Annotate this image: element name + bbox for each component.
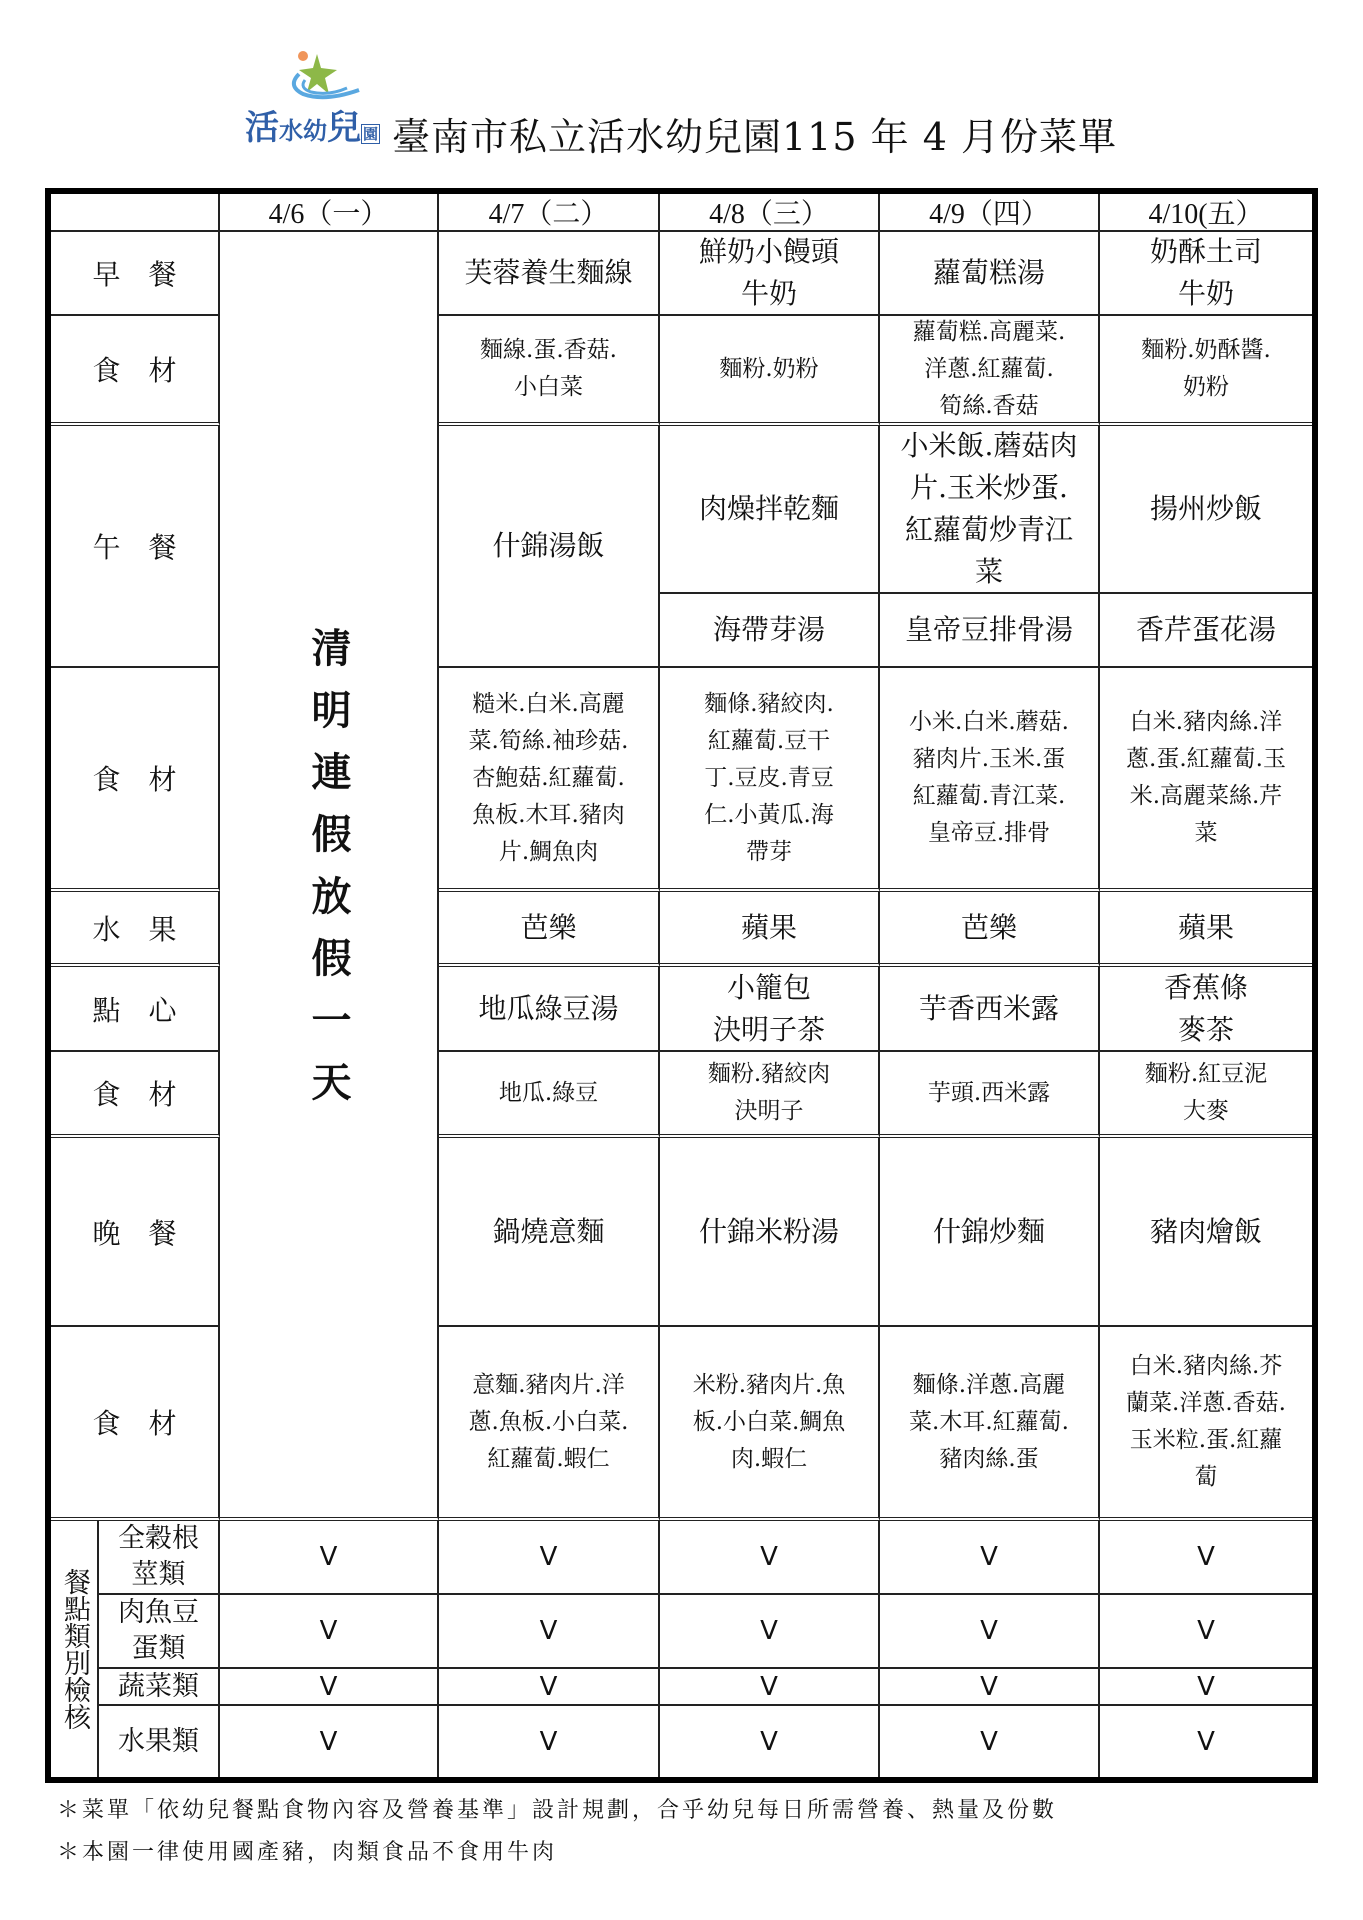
checkmark-icon: V [1197, 1671, 1215, 1702]
breakfast-cell-text: 蘿蔔糕湯 [932, 256, 1045, 289]
snack-ingredients-cell [660, 1052, 880, 1138]
row-label-dinner [51, 1138, 220, 1327]
fruit-cell [1100, 892, 1312, 967]
lunch-ingredients-cell [660, 668, 880, 892]
check-mark-cell [660, 1595, 880, 1669]
day-header [220, 194, 439, 232]
dinner-ingredients-cell [660, 1327, 880, 1521]
breakfast-ingredients-cell-text: 麵線.蛋.香菇. 小白菜 [480, 337, 617, 400]
check-mark-cell [439, 1521, 660, 1595]
breakfast-cell [880, 232, 1100, 316]
check-mark-cell [1100, 1521, 1312, 1595]
snack-cell [880, 967, 1100, 1052]
day-header [1100, 194, 1312, 232]
lunch-ingredients-cell [880, 668, 1100, 892]
dinner-cell-text: 鍋燒意麵 [492, 1214, 605, 1248]
check-mark-cell [1100, 1595, 1312, 1669]
dinner-cell [1100, 1138, 1312, 1327]
footnote-1: ＊菜單「依幼兒餐點食物內容及營養基準」設計規劃，合乎幼兒每日所需營養、熱量及份數 [57, 1798, 1058, 1823]
row-label-snack-ingredients-text: 食材 [92, 1078, 205, 1111]
lunch-soup-cell-text: 香芹蛋花湯 [1135, 613, 1276, 646]
check-mark-cell [220, 1521, 439, 1595]
lunch-cell [660, 426, 880, 594]
page-title: 臺南市私立活水幼兒園115 年 4 月份菜單 [392, 115, 1117, 159]
row-label-breakfast-ingredients-text: 食材 [92, 354, 205, 387]
dinner-ingredients-cell-text: 米粉.豬肉片.魚 板.小白菜.鯛魚 肉.蝦仁 [692, 1371, 846, 1472]
lunch-ingredients-cell-text: 白米.豬肉絲.洋 蔥.蛋.紅蘿蔔.玉 米.高麗菜絲.芹 菜 [1126, 709, 1286, 846]
check-category-label-text: 肉魚豆 蛋類 [118, 1597, 199, 1664]
check-category-label-text: 水果類 [118, 1725, 199, 1757]
snack-ingredients-cell [880, 1052, 1100, 1138]
row-label-lunch-ingredients [51, 668, 220, 892]
checkmark-icon: V [980, 1726, 998, 1757]
logo-wordmark: 活水幼兒 園 [245, 108, 379, 148]
dinner-cell-text: 什錦炒麵 [932, 1214, 1045, 1248]
lunch-soup-cell-text: 海帶芽湯 [712, 613, 825, 646]
lunch-cell-text: 肉燥拌乾麵 [698, 492, 839, 525]
day-header-text: 4/7（二） [488, 199, 609, 230]
fruit-cell-text: 芭樂 [520, 910, 577, 944]
check-mark-cell [880, 1595, 1100, 1669]
logo-star-wave-icon [285, 50, 365, 105]
breakfast-ingredients-cell [880, 316, 1100, 426]
dinner-ingredients-cell-text: 意麵.豬肉片.洋 蔥.魚板.小白菜. 紅蘿蔔.蝦仁 [468, 1371, 629, 1472]
row-label-lunch-text: 午餐 [92, 531, 205, 564]
dinner-cell [660, 1138, 880, 1327]
dinner-cell [880, 1138, 1100, 1327]
checkmark-icon: V [539, 1726, 558, 1757]
holiday-notice-text: 清明連假放假一天 [305, 626, 352, 1123]
check-mark-cell [220, 1706, 439, 1777]
row-label-snack [51, 967, 220, 1052]
lunch-cell-text: 揚州炒飯 [1149, 492, 1262, 525]
day-header-text: 4/6（一） [268, 199, 389, 230]
dinner-ingredients-cell [1100, 1327, 1312, 1521]
breakfast-ingredients-cell [439, 316, 660, 426]
dinner-ingredients-cell [880, 1327, 1100, 1521]
breakfast-cell [660, 232, 880, 316]
lunch-cell [1100, 426, 1312, 594]
row-label-breakfast [51, 232, 220, 316]
check-mark-cell [660, 1669, 880, 1706]
lunch-soup-cell [880, 594, 1100, 668]
check-mark-cell [660, 1706, 880, 1777]
snack-cell [660, 967, 880, 1052]
checkmark-icon: V [539, 1671, 558, 1702]
lunch-soup-cell-text: 皇帝豆排骨湯 [904, 613, 1073, 646]
snack-cell-text: 芋香西米露 [918, 991, 1059, 1025]
dinner-cell-text: 什錦米粉湯 [698, 1214, 839, 1248]
checkmark-icon: V [319, 1616, 338, 1646]
breakfast-cell-text: 鮮奶小饅頭 牛奶 [698, 235, 839, 310]
snack-ingredients-cell [1100, 1052, 1312, 1138]
fruit-cell-text: 蘋果 [740, 910, 797, 944]
holiday-notice [220, 232, 439, 1521]
day-header [660, 194, 880, 232]
fruit-cell-text: 蘋果 [1177, 910, 1234, 944]
lunch-ingredients-cell [439, 668, 660, 892]
row-label-breakfast-ingredients [51, 316, 220, 426]
lunch-cell [439, 426, 660, 668]
check-mark-cell [880, 1669, 1100, 1706]
checkmark-icon: V [539, 1616, 558, 1646]
checkmark-icon: V [319, 1671, 338, 1702]
row-label-lunch [51, 426, 220, 668]
snack-cell [439, 967, 660, 1052]
row-label-dinner-ingredients-text: 食材 [92, 1407, 205, 1440]
check-category-label [99, 1706, 220, 1777]
checkmark-icon: V [319, 1726, 338, 1757]
snack-cell-text: 香蕉條 麥茶 [1163, 970, 1248, 1046]
check-mark-cell [220, 1669, 439, 1706]
breakfast-cell-text: 芙蓉養生麵線 [464, 256, 633, 289]
dinner-cell-text: 豬肉燴飯 [1149, 1214, 1262, 1248]
day-header-text: 4/8（三） [709, 199, 829, 230]
checkmark-icon: V [1197, 1726, 1215, 1757]
checkmark-icon: V [980, 1671, 998, 1702]
fruit-cell [439, 892, 660, 967]
check-section-label [51, 1521, 99, 1777]
footnote-2: ＊本園一律使用國產豬，肉類食品不食用牛肉 [57, 1840, 558, 1865]
dinner-ingredients-cell-text: 麵條.洋蔥.高麗 菜.木耳.紅蘿蔔. 豬肉絲.蛋 [909, 1371, 1069, 1472]
check-mark-cell [880, 1521, 1100, 1595]
lunch-ingredients-cell-text: 小米.白米.蘑菇. 豬肉片.玉米.蛋 紅蘿蔔.青江菜. 皇帝豆.排骨 [909, 709, 1069, 846]
header-corner [51, 194, 220, 232]
checkmark-icon: V [760, 1616, 778, 1646]
fruit-cell [880, 892, 1100, 967]
check-mark-cell [439, 1669, 660, 1706]
check-mark-cell [1100, 1669, 1312, 1706]
lunch-soup-cell [1100, 594, 1312, 668]
check-category-label [99, 1521, 220, 1595]
checkmark-icon: V [319, 1542, 338, 1572]
day-header [880, 194, 1100, 232]
breakfast-ingredients-cell [1100, 316, 1312, 426]
snack-ingredients-cell-text: 麵粉.豬絞肉 決明子 [707, 1061, 831, 1124]
check-category-label-text: 全穀根 莖類 [118, 1523, 199, 1590]
lunch-cell-text: 什錦湯飯 [492, 529, 605, 562]
menu-table [45, 188, 1318, 1783]
row-label-dinner-text: 晚餐 [92, 1216, 205, 1250]
breakfast-cell [1100, 232, 1312, 316]
check-mark-cell [660, 1521, 880, 1595]
lunch-soup-cell [660, 594, 880, 668]
checkmark-icon: V [760, 1726, 778, 1757]
row-label-snack-ingredients [51, 1052, 220, 1138]
checkmark-icon: V [980, 1616, 998, 1646]
row-label-fruit [51, 892, 220, 967]
check-category-label [99, 1595, 220, 1669]
snack-ingredients-cell [439, 1052, 660, 1138]
breakfast-ingredients-cell-text: 麵粉.奶粉 [719, 355, 819, 382]
breakfast-ingredients-cell-text: 蘿蔔糕.高麗菜. 洋蔥.紅蘿蔔. 筍絲.香菇 [912, 318, 1066, 419]
lunch-ingredients-cell [1100, 668, 1312, 892]
checkmark-icon: V [760, 1671, 778, 1702]
check-mark-cell [439, 1706, 660, 1777]
breakfast-ingredients-cell-text: 麵粉.奶酥醬. 奶粉 [1141, 337, 1271, 400]
check-mark-cell [1100, 1706, 1312, 1777]
snack-ingredients-cell-text: 芋頭.西米露 [927, 1079, 1051, 1106]
snack-cell-text: 地瓜綠豆湯 [478, 991, 619, 1025]
dinner-ingredients-cell-text: 白米.豬肉絲.芥 蘭菜.洋蔥.香菇. 玉米粒.蛋.紅蘿 蔔 [1126, 1353, 1286, 1490]
school-logo [245, 50, 380, 148]
row-label-lunch-ingredients-text: 食材 [92, 763, 205, 796]
fruit-cell [660, 892, 880, 967]
snack-ingredients-cell-text: 麵粉.紅豆泥 大麥 [1144, 1061, 1268, 1124]
checkmark-icon: V [539, 1542, 558, 1572]
row-label-fruit-text: 水果 [92, 912, 205, 946]
breakfast-cell-text: 奶酥土司 牛奶 [1149, 235, 1262, 310]
dinner-ingredients-cell [439, 1327, 660, 1521]
fruit-cell-text: 芭樂 [960, 910, 1017, 944]
day-header [439, 194, 660, 232]
check-mark-cell [220, 1595, 439, 1669]
dinner-cell [439, 1138, 660, 1327]
lunch-ingredients-cell-text: 麵條.豬絞肉. 紅蘿蔔.豆干 丁.豆皮.青豆 仁.小黃瓜.海 帶芽 [704, 690, 834, 865]
day-header-text: 4/9（四） [929, 199, 1049, 230]
lunch-cell [880, 426, 1100, 594]
check-mark-cell [439, 1595, 660, 1669]
breakfast-cell [439, 232, 660, 316]
snack-cell [1100, 967, 1312, 1052]
row-label-breakfast-text: 早餐 [92, 258, 205, 291]
day-header-text: 4/10(五） [1148, 199, 1264, 230]
check-mark-cell [880, 1706, 1100, 1777]
checkmark-icon: V [1197, 1616, 1215, 1646]
check-category-label-text: 蔬菜類 [118, 1670, 199, 1702]
row-label-snack-text: 點心 [92, 993, 205, 1027]
check-section-label-text: 餐點類別檢核 [59, 1568, 90, 1730]
breakfast-ingredients-cell [660, 316, 880, 426]
check-category-label [99, 1669, 220, 1706]
checkmark-icon: V [760, 1542, 778, 1572]
snack-cell-text: 小籠包 決明子茶 [712, 970, 825, 1046]
checkmark-icon: V [1197, 1542, 1215, 1572]
snack-ingredients-cell-text: 地瓜.綠豆 [498, 1079, 599, 1106]
lunch-ingredients-cell-text: 糙米.白米.高麗 菜.筍絲.袖珍菇. 杏鮑菇.紅蘿蔔. 魚板.木耳.豬肉 片.鯛魚肉 [468, 690, 629, 865]
row-label-dinner-ingredients [51, 1327, 220, 1521]
lunch-cell-text: 小米飯.蘑菇肉 片.玉米炒蛋. 紅蘿蔔炒青江 菜 [900, 429, 1078, 588]
checkmark-icon: V [980, 1542, 998, 1572]
